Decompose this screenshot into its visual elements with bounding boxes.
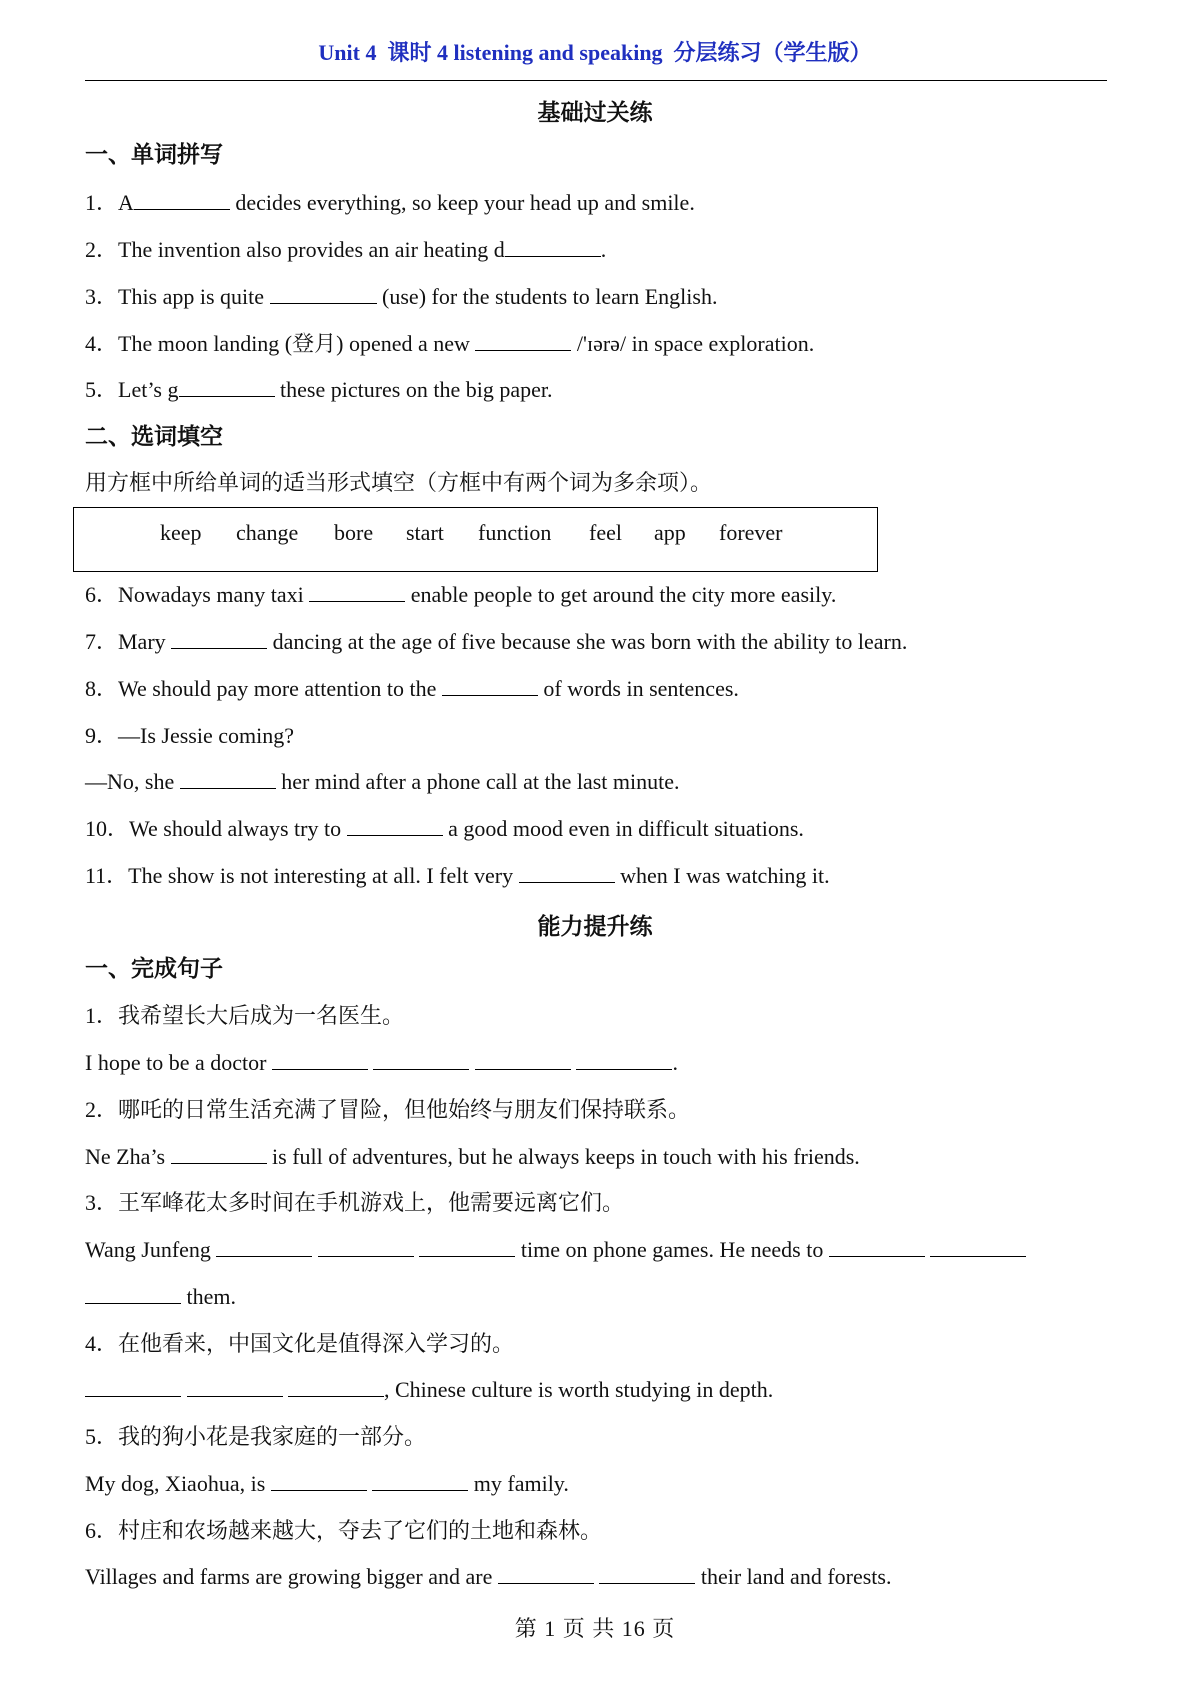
part2-title: 能力提升练: [537, 914, 653, 939]
answer-blank[interactable]: [288, 1376, 384, 1397]
word-bank-item: app: [654, 520, 686, 545]
answer-blank[interactable]: [930, 1236, 1026, 1257]
answer-blank[interactable]: [179, 376, 275, 397]
answer-blank[interactable]: [519, 862, 615, 883]
answer-blank[interactable]: [576, 1049, 672, 1070]
answer-blank[interactable]: [475, 1049, 571, 1070]
document-title: Unit 4 课时 4 listening and speaking 分层练习（学生版）: [318, 40, 872, 65]
word-bank-item: forever: [719, 520, 783, 545]
sentence-2-english: Ne Zha’s is full of adventures, but he always keeps in touch with his friends.: [85, 1144, 860, 1169]
part1-title: 基础过关练: [537, 100, 653, 125]
question-4: 4．The moon landing (登月) opened a new /'ɪərə/ in space exploration.: [85, 331, 815, 356]
answer-blank[interactable]: [85, 1283, 181, 1304]
answer-blank[interactable]: [271, 1470, 367, 1491]
answer-blank[interactable]: [599, 1563, 695, 1584]
sentence-4-chinese: 4．在他看来，中国文化是值得深入学习的。: [85, 1331, 515, 1356]
answer-blank[interactable]: [505, 236, 601, 257]
sentence-1-chinese: 1．我希望长大后成为一名医生。: [85, 1003, 405, 1028]
sentence-4-english: , Chinese culture is worth studying in depth.: [85, 1376, 773, 1404]
answer-blank[interactable]: [272, 1049, 368, 1070]
sentence-6-english: Villages and farms are growing bigger and are their land and forests.: [85, 1564, 892, 1589]
answer-blank[interactable]: [419, 1236, 515, 1257]
answer-blank[interactable]: [270, 283, 377, 304]
answer-blank[interactable]: [829, 1236, 925, 1257]
answer-blank[interactable]: [442, 675, 538, 696]
word-bank-item: start: [406, 520, 444, 545]
answer-blank[interactable]: [180, 768, 276, 789]
sentence-2-chinese: 2．哪吒的日常生活充满了冒险，但他始终与朋友们保持联系。: [85, 1097, 691, 1122]
answer-blank[interactable]: [134, 189, 230, 210]
sentence-6-chinese: 6．村庄和农场越来越大，夺去了它们的土地和森林。: [85, 1518, 603, 1543]
answer-blank[interactable]: [171, 1143, 267, 1164]
part2-sec1-heading: 一、完成句子: [85, 956, 223, 981]
word-bank-item: change: [236, 520, 299, 545]
word-bank-item: feel: [589, 520, 622, 545]
question-2: 2．The invention also provides an air heating d .: [85, 237, 607, 262]
question-6: 6．Nowadays many taxi enable people to get around the city more easily.: [85, 582, 837, 607]
sentence-5-chinese: 5．我的狗小花是我家庭的一部分。: [85, 1424, 427, 1449]
part1-sec2-heading: 二、选词填空: [85, 424, 223, 449]
answer-blank[interactable]: [372, 1470, 468, 1491]
answer-blank[interactable]: [373, 1049, 469, 1070]
sentence-1-english: I hope to be a doctor .: [85, 1050, 678, 1075]
sentence-3-english-cont: them.: [85, 1283, 236, 1311]
answer-blank[interactable]: [318, 1236, 414, 1257]
part1-sec1-heading: 一、单词拼写: [85, 142, 223, 167]
question-11: 11．The show is not interesting at all. I felt very when I was watching it.: [85, 863, 830, 888]
answer-blank[interactable]: [475, 330, 571, 351]
question-1: 1．A decides everything, so keep your head up and smile.: [85, 190, 695, 215]
sentence-5-english: My dog, Xiaohua, is my family.: [85, 1471, 569, 1496]
question-9: 9．—Is Jessie coming?: [85, 723, 294, 748]
question-8: 8．We should pay more attention to the of words in sentences.: [85, 676, 739, 701]
answer-blank[interactable]: [309, 581, 405, 602]
answer-blank[interactable]: [216, 1236, 312, 1257]
answer-blank[interactable]: [85, 1376, 181, 1397]
question-9-answer: —No, she her mind after a phone call at the last minute.: [85, 769, 680, 794]
answer-blank[interactable]: [187, 1376, 283, 1397]
sentence-3-english: Wang Junfeng time on phone games. He needs to: [85, 1236, 1026, 1264]
word-bank-item: bore: [334, 520, 374, 545]
question-3: 3．This app is quite (use) for the students to learn English.: [85, 284, 718, 309]
question-10: 10．We should always try to a good mood even in difficult situations.: [85, 816, 804, 841]
page-footer: 第 1 页 共 16 页: [514, 1616, 676, 1641]
question-5: 5．Let’s g these pictures on the big paper.: [85, 377, 553, 402]
word-bank-item: keep: [160, 520, 202, 545]
instruction: 用方框中所给单词的适当形式填空（方框中有两个词为多余项）。: [85, 470, 713, 495]
word-bank-item: function: [478, 520, 552, 545]
answer-blank[interactable]: [171, 628, 267, 649]
answer-blank[interactable]: [498, 1563, 594, 1584]
sentence-3-chinese: 3．王军峰花太多时间在手机游戏上，他需要远离它们。: [85, 1190, 625, 1215]
question-7: 7．Mary dancing at the age of five because she was born with the ability to learn.: [85, 629, 908, 654]
title-divider: [85, 80, 1107, 81]
answer-blank[interactable]: [347, 815, 443, 836]
